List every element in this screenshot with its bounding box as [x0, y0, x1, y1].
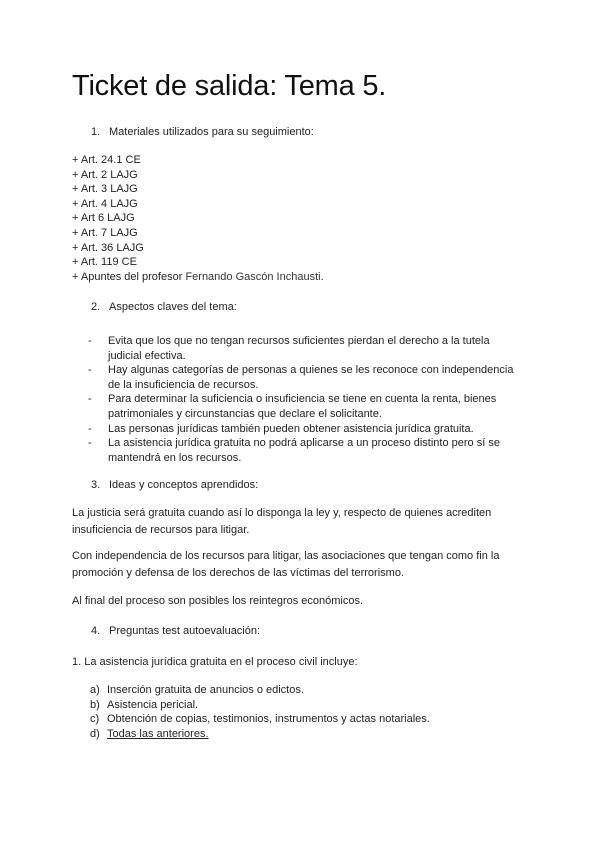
- option-a: [90, 683, 430, 698]
- material-item: + Art. 36 LAJG: [72, 241, 144, 254]
- idea-line: insuficiencia de recursos para litigar.: [72, 523, 250, 536]
- apuntes-prefix: + Apuntes del profesor: [72, 270, 186, 283]
- list-item: [88, 392, 528, 421]
- idea-paragraph: [72, 593, 532, 610]
- idea-line: Al final del proceso son posibles los reintegros económicos.: [72, 595, 364, 607]
- dash-bullet: -: [88, 393, 92, 406]
- option-letter: d): [90, 727, 100, 740]
- aspect-line: de la insuficiencia de recursos.: [108, 378, 259, 391]
- question-1-text: 1. La asistencia jurídica gratuita en el proceso civil incluye:: [72, 656, 358, 668]
- materials-list: [72, 153, 324, 284]
- material-item-apuntes: [72, 270, 324, 285]
- page-title: Ticket de salida: Tema 5.: [72, 70, 387, 102]
- aspect-line: Las personas jurídicas también pueden obtener asistencia jurídica gratuita.: [108, 422, 474, 435]
- aspect-line: Hay algunas categorías de personas a quienes se les reconoce con independencia: [108, 364, 514, 377]
- aspect-line: patrimoniales y circunstancias que declare el solicitante.: [108, 407, 382, 420]
- section-1-number: 1.: [91, 126, 101, 138]
- section-4-number: 4.: [91, 625, 101, 637]
- option-d: [90, 727, 430, 742]
- material-item: + Art. 2 LAJG: [72, 168, 138, 181]
- option-text: Asistencia pericial.: [107, 698, 199, 711]
- option-text: Obtención de copias, testimonios, instrumentos y actas notariales.: [107, 713, 430, 726]
- professor-name: Fernando Gascón Inchausti: [185, 270, 321, 283]
- material-item: + Art. 3 LAJG: [72, 183, 138, 196]
- dash-bullet: -: [88, 422, 92, 435]
- aspect-line: Para determinar la suficiencia o insuficiencia se tiene en cuenta la renta, bienes: [108, 393, 497, 406]
- idea-line: La justicia será gratuita cuando así lo disponga la ley y, respecto de quienes acrediten: [72, 507, 492, 519]
- option-text: Inserción gratuita de anuncios o edictos.: [107, 684, 304, 696]
- option-letter: c): [90, 713, 100, 726]
- option-text-correct: Todas las anteriores.: [107, 727, 209, 740]
- material-item: + Art. 119 CE: [72, 256, 137, 269]
- material-item: + Art. 7 LAJG: [72, 226, 138, 239]
- material-item: + Art. 4 LAJG: [72, 197, 138, 210]
- idea-line: promoción y defensa de los derechos de las víctimas del terrorismo.: [72, 566, 404, 579]
- material-item: + Art 6 LAJG: [72, 212, 135, 225]
- aspect-line: La asistencia jurídica gratuita no podrá aplicarse a un proceso distinto pero sí se: [108, 437, 500, 450]
- dash-bullet: -: [88, 335, 92, 347]
- section-2-number: 2.: [91, 301, 101, 313]
- dash-bullet: -: [88, 437, 92, 450]
- section-3-number: 3.: [91, 479, 101, 491]
- aspect-line: judicial efectiva.: [108, 349, 186, 362]
- list-item: [88, 363, 528, 392]
- apuntes-suffix: .: [320, 270, 324, 283]
- material-item: + Art. 24.1 CE: [72, 154, 141, 166]
- section-1-heading: Materiales utilizados para su seguimiento:: [109, 126, 314, 138]
- option-b: [90, 698, 430, 713]
- question-1-options: [90, 683, 430, 741]
- aspect-line: Evita que los que no tengan recursos suficientes pierdan el derecho a la tutela: [108, 335, 490, 347]
- section-4-heading: Preguntas test autoevaluación:: [109, 625, 261, 637]
- idea-paragraph: [72, 548, 532, 581]
- list-item: [88, 334, 528, 363]
- aspect-line: mantendrá en los recursos.: [108, 451, 242, 464]
- option-letter: a): [90, 684, 100, 696]
- idea-paragraph: [72, 505, 532, 538]
- section-3-heading: Ideas y conceptos aprendidos:: [109, 479, 259, 491]
- dash-bullet: -: [88, 364, 92, 377]
- list-item: [88, 436, 528, 465]
- list-item: [88, 422, 528, 437]
- aspects-list: [88, 334, 528, 465]
- option-letter: b): [90, 698, 100, 711]
- section-2-heading: Aspectos claves del tema:: [109, 301, 237, 313]
- option-c: [90, 712, 430, 727]
- idea-line: Con independencia de los recursos para litigar, las asociaciones que tengan como fin la: [72, 550, 500, 562]
